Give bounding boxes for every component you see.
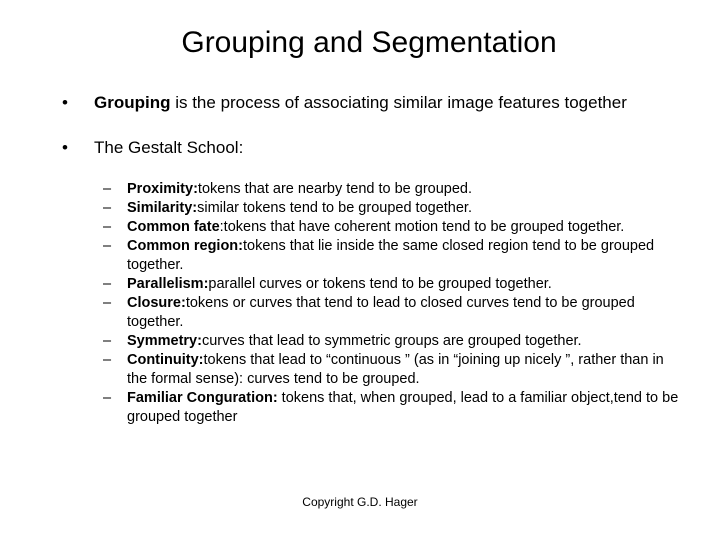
copyright-footer: Copyright G.D. Hager xyxy=(302,495,418,509)
bullet-marker: • xyxy=(62,93,68,112)
principle-description: parallel curves or tokens tend to be grouped together. xyxy=(208,276,552,292)
principle-term: Proximity: xyxy=(127,181,198,197)
principle-description: tokens that lead to “continuous ” (as in “joining up nicely ”, rather than in the formal sense): curves tend to be grouped. xyxy=(127,352,664,387)
principle-term: Common fate xyxy=(127,219,220,235)
dash-marker: – xyxy=(103,238,112,254)
bullet-text xyxy=(94,92,627,114)
principle-description: similar tokens tend to be grouped together. xyxy=(197,200,472,216)
list-item-closure xyxy=(0,294,687,332)
list-item-similarity xyxy=(0,199,687,218)
list-item-common-fate xyxy=(0,218,687,237)
principle-term: Common region: xyxy=(127,238,243,254)
list-item-parallelism xyxy=(0,275,687,294)
dash-marker: – xyxy=(103,333,112,349)
principle-term: Parallelism: xyxy=(127,276,209,292)
dash-marker: – xyxy=(103,219,112,235)
principle-term: Familiar Conguration: xyxy=(127,390,278,406)
bullet-term: Grouping xyxy=(94,93,171,112)
principle-term: Closure: xyxy=(127,295,186,311)
principle-description: :tokens that have coherent motion tend to be grouped together. xyxy=(219,219,625,235)
dash-marker: – xyxy=(103,352,112,368)
principle-term: Symmetry: xyxy=(127,333,202,349)
principle-description: tokens that lie inside the same closed region tend to be grouped together. xyxy=(127,238,655,273)
principle-term: Continuity: xyxy=(127,352,204,368)
dash-marker: – xyxy=(103,276,112,292)
slide-title: Grouping and Segmentation xyxy=(181,26,557,59)
dash-marker: – xyxy=(103,390,112,406)
dash-marker: – xyxy=(103,295,112,311)
list-item-common-region xyxy=(0,237,687,275)
list-item-familiar-configuration xyxy=(0,389,687,427)
dash-marker: – xyxy=(103,181,112,197)
bullet-marker: • xyxy=(62,138,68,157)
principle-description: tokens that are nearby tend to be grouped. xyxy=(197,181,473,197)
principle-description: tokens that, when grouped, lead to a familiar object,tend to be grouped together xyxy=(127,390,679,425)
dash-marker: – xyxy=(103,200,112,216)
bullet-description: is the process of associating similar image features together xyxy=(170,93,627,112)
list-item-proximity xyxy=(0,180,687,199)
gestalt-principles-list xyxy=(0,180,720,427)
principle-description: curves that lead to symmetric groups are grouped together. xyxy=(201,333,582,349)
list-item-symmetry xyxy=(0,332,687,351)
principle-term: Similarity: xyxy=(127,200,198,216)
bullet-text: The Gestalt School: xyxy=(94,138,244,157)
principle-description: tokens or curves that tend to lead to closed curves tend to be grouped together. xyxy=(127,295,635,330)
list-item-continuity xyxy=(0,351,687,389)
